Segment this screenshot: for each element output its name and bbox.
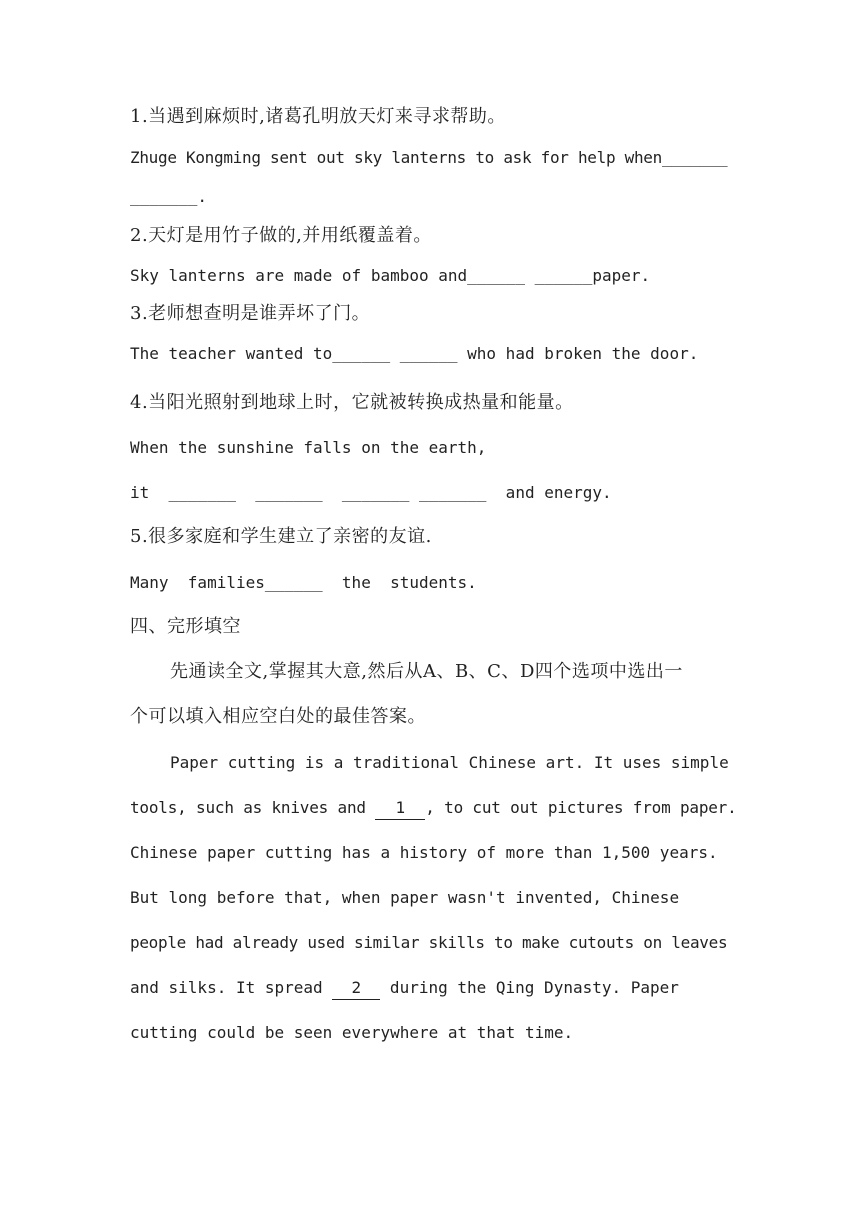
blank-2[interactable]: 2 [332, 977, 380, 1000]
passage-line-1: Paper cutting is a traditional Chinese art. It uses simple [170, 753, 729, 772]
blank-1[interactable]: 1 [375, 797, 425, 820]
item-1-english-line-1: Zhuge Kongming sent out sky lanterns to ask for help when_______ [130, 148, 728, 167]
item-4-chinese: 4.当阳光照射到地球上时，它就被转换成热量和能量。 [130, 392, 574, 413]
passage-line-5: people had already used similar skills to make cutouts on leaves [130, 933, 728, 952]
item-4-english-line-1: When the sunshine falls on the earth, [130, 438, 487, 457]
item-5-chinese: 5.很多家庭和学生建立了亲密的友谊. [130, 526, 432, 547]
item-3-chinese: 3.老师想查明是谁弄坏了门。 [130, 303, 371, 324]
item-3-english: The teacher wanted to______ ______ who had broken the door. [130, 344, 699, 363]
passage-line-6-start: and silks. It spread [130, 978, 333, 997]
passage-line-4: But long before that, when paper wasn't invented, Chinese [130, 888, 680, 907]
passage-line-2 [130, 797, 737, 820]
item-2-chinese: 2.天灯是用竹子做的,并用纸覆盖着。 [130, 225, 432, 246]
item-5-english: Many families______ the students. [130, 573, 477, 592]
passage-line-6 [130, 977, 679, 1000]
passage-line-7: cutting could be seen everywhere at that time. [130, 1023, 574, 1042]
item-4-english-line-2: it _______ _______ _______ _______ and energy. [130, 483, 612, 502]
section-heading-cloze: 四、完形填空 [130, 616, 241, 637]
item-2-english: Sky lanterns are made of bamboo and______ ______paper. [130, 266, 651, 285]
instruction-line-2: 个可以填入相应空白处的最佳答案。 [130, 706, 426, 727]
passage-line-2-end: , to cut out pictures from paper. [425, 798, 737, 817]
passage-line-6-end: during the Qing Dynasty. Paper [380, 978, 679, 997]
item-1-chinese: 1.当遇到麻烦时,诸葛孔明放天灯来寻求帮助。 [130, 106, 506, 127]
passage-line-2-start: tools, such as knives and [130, 798, 376, 817]
passage-line-3: Chinese paper cutting has a history of more than 1,500 years. [130, 843, 718, 862]
item-1-english-line-2: _______. [130, 187, 208, 206]
instruction-line-1: 先通读全文,掌握其大意,然后从A、B、C、D四个选项中选出一 [170, 661, 683, 682]
